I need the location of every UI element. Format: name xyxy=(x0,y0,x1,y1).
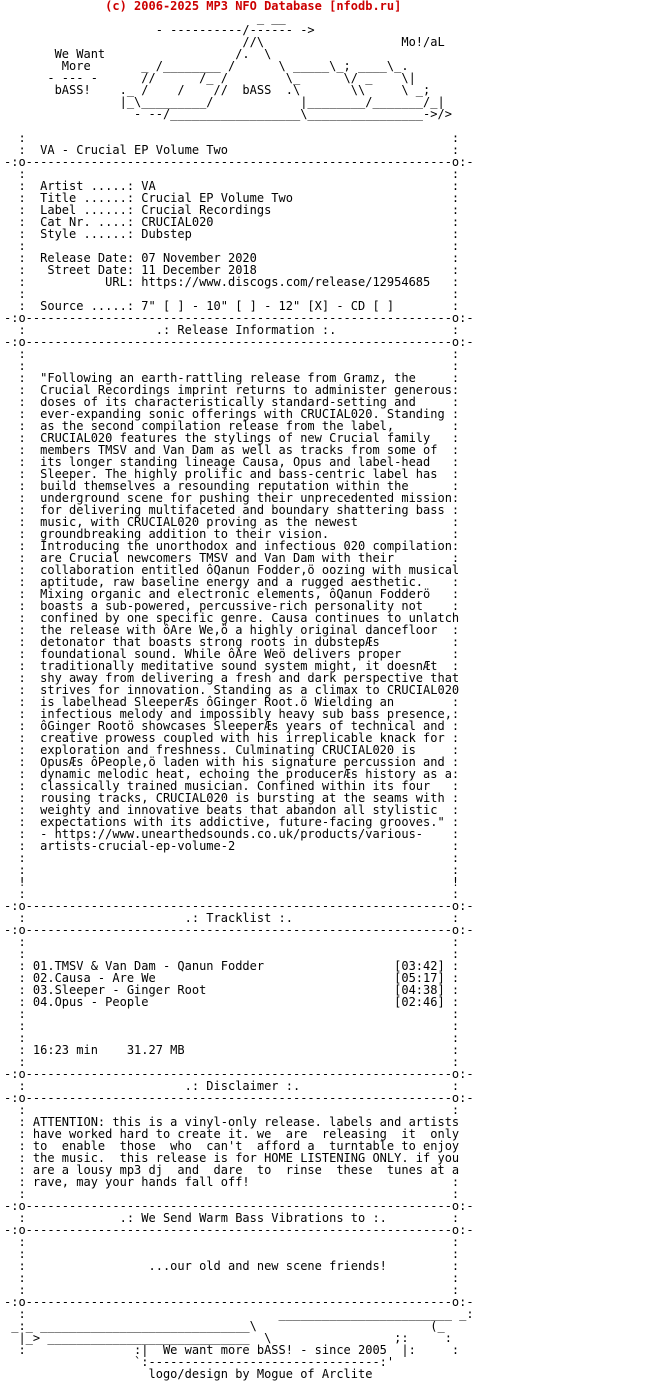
nfo-line: : expectations with its addictive, future-facing grooves." : xyxy=(4,815,460,829)
nfo-line: More _ /________ / \ _____\_; ____\_. xyxy=(4,59,409,73)
nfo-line: : infectious melody and impossibly heavy sub bass presence,: xyxy=(4,707,460,721)
nfo-line: : Introducing the unorthodox and infectious 020 compilation: xyxy=(4,539,460,553)
nfo-line: : .: Tracklist :. : xyxy=(4,911,460,925)
nfo-line: : rousing tracks, CRUCIAL020 is bursting at the seams with : xyxy=(4,791,460,805)
nfo-line: -:o-----------------------------------------------------------o:- xyxy=(4,923,474,937)
nfo-line: : : xyxy=(4,1007,460,1021)
nfo-line: : : xyxy=(4,947,460,961)
nfo-line: : are a lousy mp3 dj and dare to rinse these tunes at a xyxy=(4,1163,460,1177)
nfo-line: : : xyxy=(4,131,460,145)
nfo-line: -:o-----------------------------------------------------------o:- xyxy=(4,1223,474,1237)
nfo-line: : Mixing organic and electronic elements, ôQanun Fodderö : xyxy=(4,587,460,601)
nfo-line: : : xyxy=(4,887,460,901)
nfo-line: : for delivering multifaceted and boundary shattering bass : xyxy=(4,503,460,517)
nfo-line: : : xyxy=(4,1103,460,1117)
nfo-line: : the release with ôAre We,ö a highly original dancefloor : xyxy=(4,623,460,637)
nfo-line: : URL: https://www.discogs.com/release/12954685 : xyxy=(4,275,460,289)
nfo-line: bASS! ._ / / // bASS .\ \\ \ _; xyxy=(4,83,431,97)
nfo-line: : Source .....: 7" [ ] - 10" [ ] - 12" [X] - CD [ ] : xyxy=(4,299,460,313)
nfo-line: : groundbreaking addition to their vision. : xyxy=(4,527,460,541)
nfo-line: : foundational sound. While ôAre Weö delivers proper : xyxy=(4,647,460,661)
nfo-line: : strives for innovation. Standing as a climax to CRUCIAL020 xyxy=(4,683,460,697)
nfo-line: : : xyxy=(4,1247,460,1261)
nfo-line: : artists-crucial-ep-volume-2 : xyxy=(4,839,460,853)
nfo-line: : : xyxy=(4,1055,460,1069)
nfo-line: : : xyxy=(4,1019,460,1033)
nfo-line: : confined by one specific genre. Causa continues to unlatch xyxy=(4,611,460,625)
nfo-line: : ________________________ _: xyxy=(4,1307,474,1321)
nfo-line: - --/__________________\________________->/> xyxy=(4,107,452,121)
nfo-line: : shy away from delivering a fresh and dark perspective that xyxy=(4,671,460,685)
nfo-line: : : xyxy=(4,1187,460,1201)
nfo-line: |_\_________/ |________/_______/_| xyxy=(4,95,445,109)
nfo-line: We Want /. \ xyxy=(4,47,272,61)
nfo-line: : dynamic melodic heat, echoing the producerÆs history as a: xyxy=(4,767,460,781)
nfo-line: : Crucial Recordings imprint returns to administer generous: xyxy=(4,383,460,397)
nfo-line: : .: We Send Warm Bass Vibrations to :. : xyxy=(4,1211,460,1225)
nfo-line: : Sleeper. The highly prolific and bass-centric label has : xyxy=(4,467,460,481)
nfo-line: : .: Disclaimer :. : xyxy=(4,1079,460,1093)
nfo-line: : : xyxy=(4,935,460,949)
nfo-line: -:o-----------------------------------------------------------o:- xyxy=(4,1091,474,1105)
nfodb-header: (c) 2006-2025 MP3 NFO Database [nfodb.ru] xyxy=(4,0,402,13)
nfo-line: : Label ......: Crucial Recordings : xyxy=(4,203,460,217)
nfo-line: : as the second compilation release from the label, : xyxy=(4,419,460,433)
nfo-line: : : xyxy=(4,167,460,181)
nfo-line: : members TMSV and Van Dam as well as tracks from some of : xyxy=(4,443,460,457)
nfo-line: |_> ____________________________ \ ;: : xyxy=(4,1331,452,1345)
nfo-line: : : xyxy=(4,1271,460,1285)
nfo-line: : : xyxy=(4,1031,460,1045)
nfo-line: : ôGinger Rootö showcases SleeperÆs years of technical and : xyxy=(4,719,460,733)
nfo-line: : Release Date: 07 November 2020 : xyxy=(4,251,460,265)
nfo-line: : : xyxy=(4,359,460,373)
nfo-line: : OpusÆs ôPeople,ö laden with his signature percussion and : xyxy=(4,755,460,769)
nfo-line: : Artist .....: VA : xyxy=(4,179,460,193)
nfo-line: : 02.Causa - Are We [05:17] : xyxy=(4,971,460,985)
nfo-line: : .: Release Information :. : xyxy=(4,323,460,337)
nfo-line: : : xyxy=(4,239,460,253)
nfo-line: : aptitude, raw baseline energy and a rugged aesthetic. : xyxy=(4,575,460,589)
nfo-line: logo/design by Mogue of Arclite xyxy=(4,1367,373,1381)
nfo-line: : rave, may your hands fall off! : xyxy=(4,1175,460,1189)
nfo-line: : 01.TMSV & Van Dam - Qanun Fodder [03:42] : xyxy=(4,959,460,973)
nfo-line: : underground scene for pushing their unprecedented mission: xyxy=(4,491,460,505)
nfo-line: : : xyxy=(4,851,460,865)
nfo-line: _ __ xyxy=(4,11,286,25)
nfo-line: : 16:23 min 31.27 MB : xyxy=(4,1043,460,1057)
nfo-line: -:o-----------------------------------------------------------o:- xyxy=(4,1067,474,1081)
nfo-line: : ATTENTION: this is a vinyl-only release. labels and artists xyxy=(4,1115,460,1129)
nfo-line: : : xyxy=(4,1235,460,1249)
nfo-line: : VA - Crucial EP Volume Two : xyxy=(4,143,460,157)
nfo-line: : detonator that boasts strong roots in dubstepÆs : xyxy=(4,635,460,649)
nfo-line: `:--------------------------------:' xyxy=(4,1355,395,1369)
nfo-line: : boasts a sub-powered, percussive-rich personality not : xyxy=(4,599,460,613)
nfo-line: : : xyxy=(4,1283,460,1297)
nfo-line: : Street Date: 11 December 2018 : xyxy=(4,263,460,277)
nfo-line: : - https://www.unearthedsounds.co.uk/products/various- : xyxy=(4,827,460,841)
nfo-line: : CRUCIAL020 features the stylings of new Crucial family : xyxy=(4,431,460,445)
nfo-line: : exploration and freshness. Culminating CRUCIAL020 is : xyxy=(4,743,460,757)
nfo-line: - ----------/------ -> xyxy=(4,23,315,37)
nfo-line: : 03.Sleeper - Ginger Root [04:38] : xyxy=(4,983,460,997)
nfo-line: : have worked hard to create it. we are releasing it only xyxy=(4,1127,460,1141)
nfo-line: -:o-----------------------------------------------------------o:- xyxy=(4,899,474,913)
nfo-line: : to enable those who can't afford a turntable to enjoy xyxy=(4,1139,460,1153)
nfo-line: : weighty and innovative beats that abandon all stylistic : xyxy=(4,803,460,817)
nfo-line: : Title ......: Crucial EP Volume Two : xyxy=(4,191,460,205)
nfo-line: : the music. this release is for HOME LISTENING ONLY. if you xyxy=(4,1151,460,1165)
nfo-line: : creative prowess coupled with his irreplicable knack for : xyxy=(4,731,460,745)
nfo-line: : its longer standing lineage Causa, Opus and label-head : xyxy=(4,455,460,469)
nfo-line: : : xyxy=(4,347,460,361)
nfo-line: : : xyxy=(4,863,460,877)
nfo-line: _:_ _____________________________\ (_ xyxy=(4,1319,445,1333)
nfo-line: -:o-----------------------------------------------------------o:- xyxy=(4,311,474,325)
nfo-line: : doses of its characteristically standard-setting and : xyxy=(4,395,460,409)
nfo-line: : Cat Nr. ....: CRUCIAL020 : xyxy=(4,215,460,229)
nfo-line: : build themselves a resounding reputation within the : xyxy=(4,479,460,493)
nfo-line: : music, with CRUCIAL020 proving as the newest : xyxy=(4,515,460,529)
nfo-line: : : xyxy=(4,287,460,301)
nfo-line: -:o-----------------------------------------------------------o:- xyxy=(4,335,474,349)
nfo-line: : traditionally meditative sound system might, it doesnÆt : xyxy=(4,659,460,673)
nfo-line: : Style ......: Dubstep : xyxy=(4,227,460,241)
nfo-line: : ...our old and new scene friends! : xyxy=(4,1259,460,1273)
nfo-line: -:o-----------------------------------------------------------o:- xyxy=(4,155,474,169)
nfo-line: : collaboration entitled ôQanun Fodder,ö oozing with musical xyxy=(4,563,460,577)
nfo-line: : classically trained musician. Confined within its four : xyxy=(4,779,460,793)
nfo-line: ! ! xyxy=(4,875,460,889)
nfo-line: : are Crucial newcomers TMSV and Van Dam with their : xyxy=(4,551,460,565)
nfo-line: : ever-expanding sonic offerings with CRUCIAL020. Standing : xyxy=(4,407,460,421)
nfo-line: : :| We want more bASS! - since 2005 |: : xyxy=(4,1343,460,1357)
nfo-line: //\ Mo!/aL xyxy=(4,35,445,49)
nfo-line: - --- - // /_ / \_ \/ _ \| xyxy=(4,71,416,85)
nfo-line: : "Following an earth-rattling release from Gramz, the : xyxy=(4,371,460,385)
nfo-line: -:o-----------------------------------------------------------o:- xyxy=(4,1295,474,1309)
nfo-line: -:o-----------------------------------------------------------o:- xyxy=(4,1199,474,1213)
nfo-line: : 04.Opus - People [02:46] : xyxy=(4,995,460,1009)
nfo-line: : is labelhead SleeperÆs ôGinger Root.ö Wielding an : xyxy=(4,695,460,709)
